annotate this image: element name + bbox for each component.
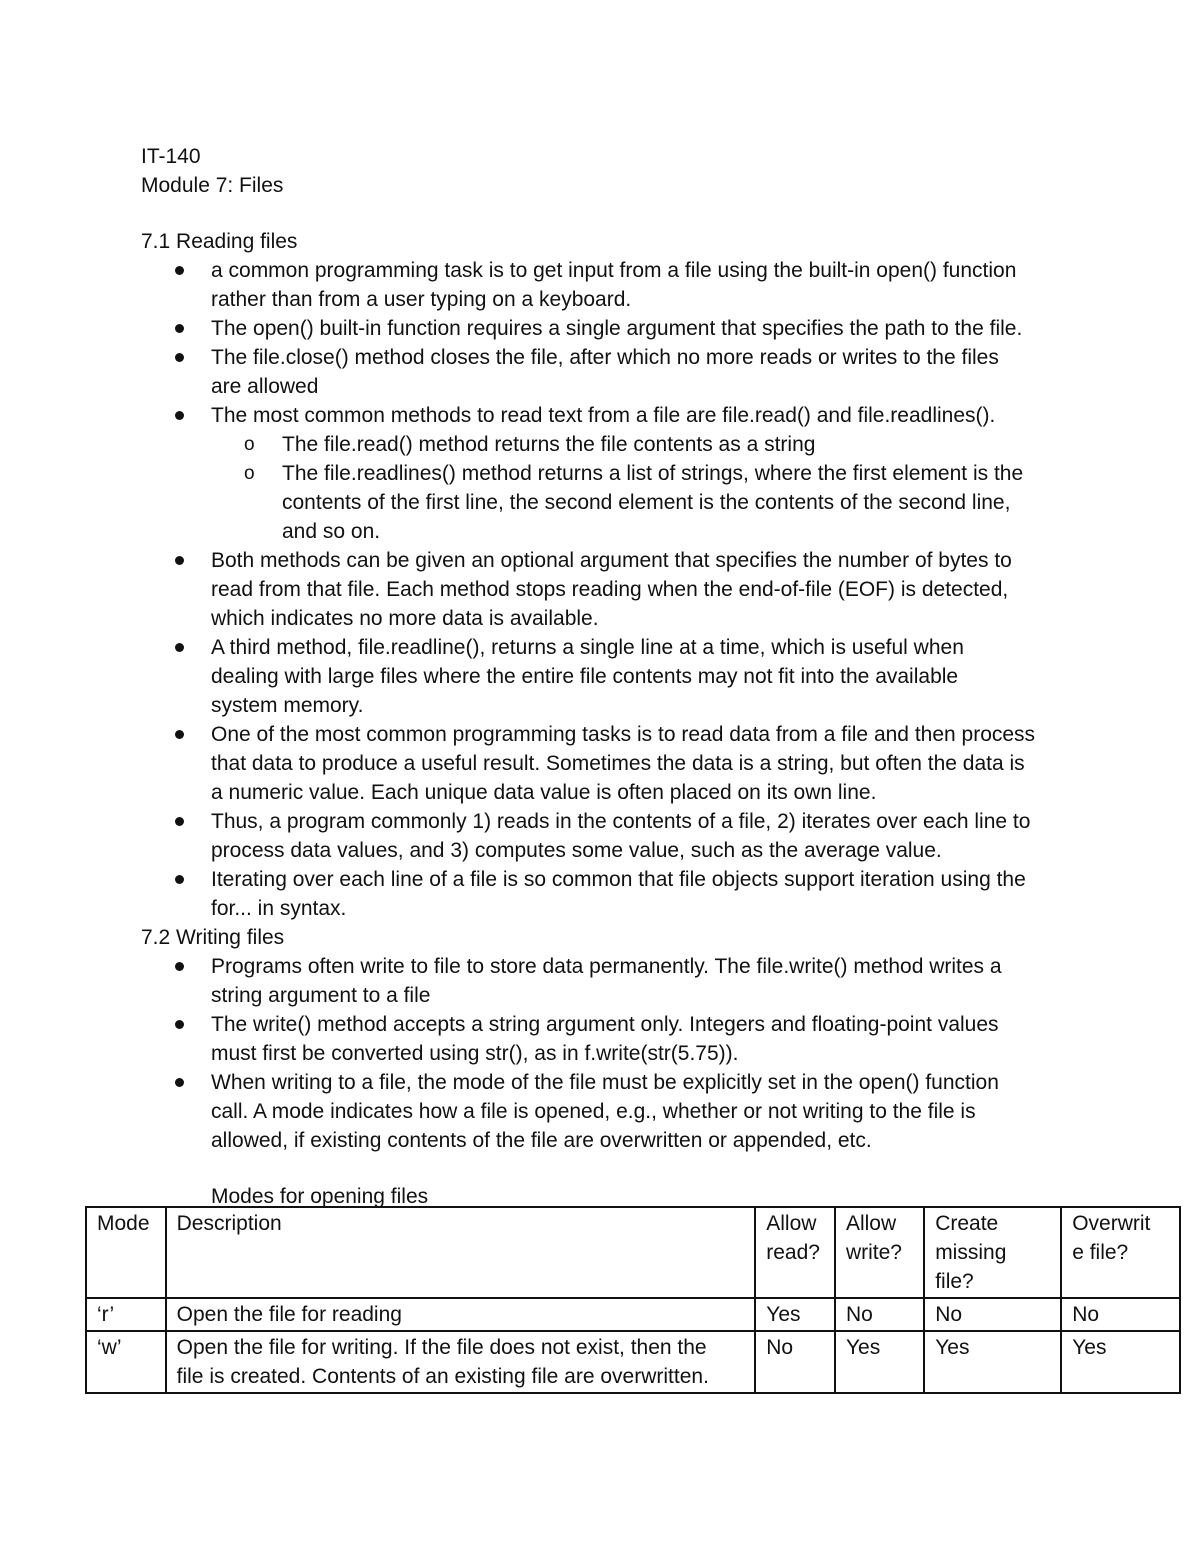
header-cell-create-missing [924, 1207, 1061, 1298]
cell-allow-read [755, 1298, 835, 1331]
header-text: Mode [97, 1212, 150, 1235]
bullet-line: a common programming task is to get input from a file using the built-in open() function [211, 259, 1017, 282]
cell-create-missing [924, 1331, 1061, 1393]
bullet-line: system memory. [211, 694, 364, 717]
header-cell-mode [86, 1207, 166, 1298]
header-cell-allow-read [755, 1207, 835, 1298]
section-heading-reading-files: 7.1 Reading files [141, 230, 298, 253]
bullet-line: read from that file. Each method stops reading when the end-of-file (EOF) is detected, [211, 578, 1009, 601]
bullet-line: string argument to a file [211, 984, 431, 1007]
cell-text: Yes [1072, 1336, 1107, 1359]
sub-bullet-item [282, 430, 1081, 459]
cell-text: Yes [766, 1303, 801, 1326]
module-title: Module 7: Files [141, 174, 284, 197]
cell-text: Yes [845, 1336, 881, 1359]
header-text: Allow [766, 1212, 817, 1235]
bullet-item [211, 633, 1081, 720]
cell-mode [86, 1331, 166, 1393]
bullet-item [211, 546, 1081, 633]
bullet-line: rather than from a user typing on a keyboard. [211, 288, 632, 311]
cell-overwrite [1061, 1331, 1180, 1393]
bullet-line: allowed, if existing contents of the file are overwritten or appended, etc. [211, 1129, 872, 1152]
header-text: Description [176, 1212, 282, 1235]
header-text: file? [935, 1270, 974, 1293]
header-text: read? [766, 1241, 820, 1264]
course-code: IT-140 [141, 145, 201, 168]
bullet-item [211, 401, 1081, 546]
bullet-line: which indicates no more data is available. [211, 607, 599, 630]
cell-allow-write [835, 1331, 924, 1393]
bullet-line: Both methods can be given an optional argument that specifies the number of bytes to [211, 549, 1012, 572]
bullet-line: dealing with large files where the entire file contents may not fit into the available [211, 665, 959, 688]
reading-files-bullet-list [141, 256, 1081, 923]
cell-text: No [935, 1303, 963, 1326]
bullet-item [211, 314, 1081, 343]
sub-bullet-line: and so on. [282, 520, 381, 543]
table-caption: Modes for opening files [211, 1185, 429, 1208]
cell-description [166, 1298, 756, 1331]
bullet-line: Iterating over each line of a file is so common that file objects support iteration using the [211, 868, 1026, 891]
cell-overwrite [1061, 1298, 1180, 1331]
bullet-line: The file.close() method closes the file, after which no more reads or writes to the files [211, 346, 999, 369]
header-text: Allow [845, 1212, 897, 1235]
cell-text: Open the file for reading [176, 1303, 402, 1326]
header-text: e file? [1072, 1241, 1129, 1264]
table-row [86, 1298, 1180, 1331]
cell-text: Open the file for writing. If the file does not exist, then the [176, 1336, 707, 1359]
sub-bullet-line: o The file.readlines() method returns a list of strings, where the first element is the [282, 462, 1024, 485]
header-text: missing [935, 1241, 1007, 1264]
header-text: write? [845, 1241, 902, 1264]
bullet-line: for... in syntax. [211, 897, 347, 920]
cell-mode [86, 1298, 166, 1331]
header-cell-description [166, 1207, 756, 1298]
cell-create-missing [924, 1298, 1061, 1331]
bullet-item [211, 952, 1081, 1010]
cell-allow-read [755, 1331, 835, 1393]
cell-text: Yes [935, 1336, 970, 1359]
writing-files-bullet-list [141, 952, 1081, 1155]
header-cell-allow-write [835, 1207, 924, 1298]
cell-allow-write [835, 1298, 924, 1331]
document-body [141, 142, 1081, 1211]
cell-text: No [1072, 1303, 1100, 1326]
cell-text: file is created. Contents of an existing file are overwritten. [176, 1365, 709, 1388]
header-text: Overwrit [1072, 1212, 1151, 1235]
sub-bullet-item [282, 459, 1081, 546]
bullet-line: are allowed [211, 375, 319, 398]
bullet-line: The write() method accepts a string argument only. Integers and floating-point values [211, 1013, 999, 1036]
read-methods-sub-list [211, 430, 1081, 546]
cell-description [166, 1331, 756, 1393]
bullet-item [211, 1010, 1081, 1068]
bullet-item [211, 807, 1081, 865]
bullet-item [211, 256, 1081, 314]
sub-bullet-line: contents of the first line, the second element is the contents of the second line, [282, 491, 1011, 514]
cell-text: ‘w’ [97, 1336, 122, 1359]
cell-text: ‘r’ [97, 1303, 115, 1326]
bullet-line: call. A mode indicates how a file is opened, e.g., whether or not writing to the file is [211, 1100, 976, 1123]
bullet-line: Programs often write to file to store data permanently. The file.write() method writes a [211, 955, 1002, 978]
cell-text: No [766, 1336, 794, 1359]
bullet-line: process data values, and 3) computes some value, such as the average value. [211, 839, 942, 862]
cell-text: No [845, 1303, 873, 1326]
sub-bullet-line: o The file.read() method returns the file contents as a string [282, 433, 816, 456]
bullet-item [211, 343, 1081, 401]
bullet-line: The most common methods to read text from a file are file.read() and file.readlines(). [211, 404, 996, 427]
file-modes-table [85, 1206, 1181, 1394]
bullet-line: a numeric value. Each unique data value is often placed on its own line. [211, 781, 877, 804]
bullet-line: that data to produce a useful result. Sometimes the data is a string, but often the data is [211, 752, 1025, 775]
bullet-item [211, 865, 1081, 923]
bullet-line: A third method, file.readline(), returns a single line at a time, which is useful when [211, 636, 964, 659]
section-heading-writing-files: 7.2 Writing files [141, 926, 285, 949]
header-cell-overwrite [1061, 1207, 1180, 1298]
bullet-line: The open() built-in function requires a single argument that specifies the path to the file. [211, 317, 1023, 340]
table-header-row [86, 1207, 1180, 1298]
header-text: Create [935, 1212, 999, 1235]
spacer [141, 200, 1081, 227]
bullet-line: Thus, a program commonly 1) reads in the contents of a file, 2) iterates over each line to [211, 810, 1031, 833]
table-row [86, 1331, 1180, 1393]
bullet-line: must first be converted using str(), as in f.write(str(5.75)). [211, 1042, 739, 1065]
bullet-item [211, 720, 1081, 807]
bullet-line: When writing to a file, the mode of the file must be explicitly set in the open() function [211, 1071, 999, 1094]
bullet-item [211, 1068, 1081, 1155]
bullet-line: One of the most common programming tasks is to read data from a file and then process [211, 723, 1036, 746]
